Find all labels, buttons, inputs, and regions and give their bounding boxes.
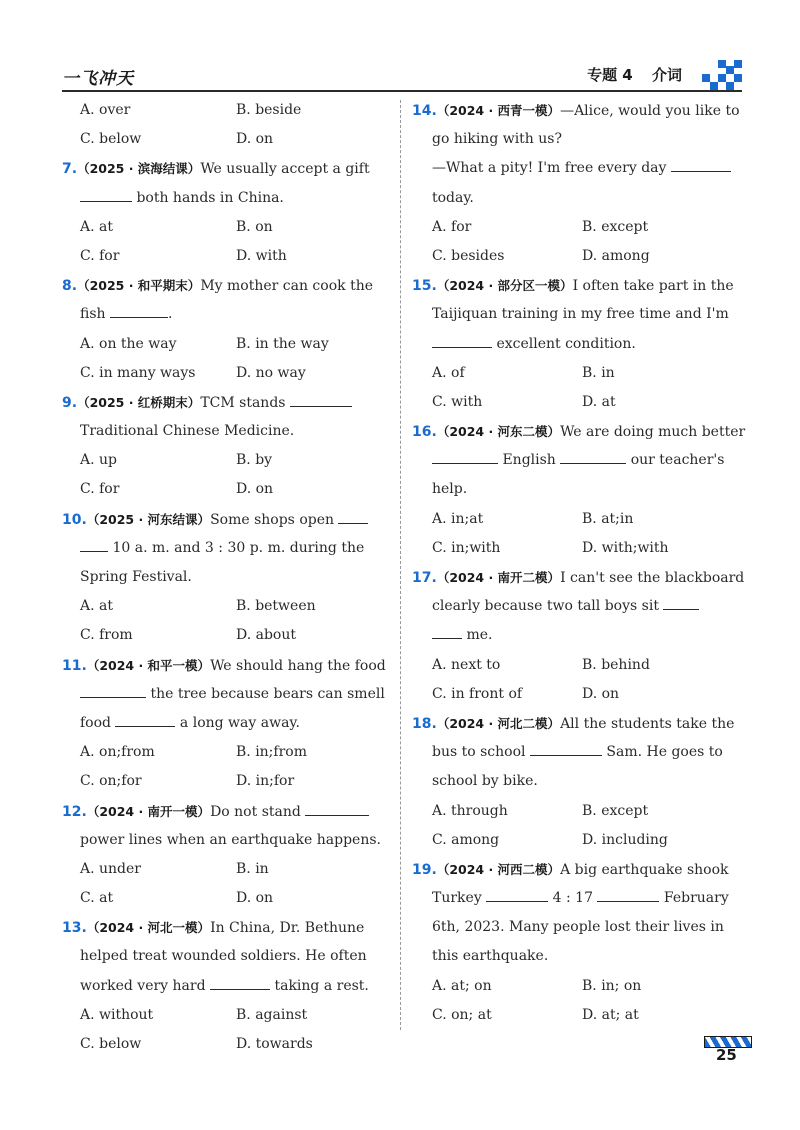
option-c[interactable]: C. at (80, 890, 114, 907)
question-text: All the students take the (560, 715, 735, 732)
option-a[interactable]: A. at (80, 218, 113, 235)
question-19 (412, 855, 740, 1030)
answer-blank[interactable] (80, 537, 108, 552)
page-number-badge (704, 1036, 750, 1066)
question-text: taking a rest. (274, 977, 369, 994)
option-a[interactable]: A. on;from (80, 744, 155, 761)
question-text: Sam. He goes to (606, 744, 723, 761)
question-number: 15. (412, 278, 437, 295)
answer-blank[interactable] (597, 887, 659, 902)
question-text: We usually accept a gift (200, 161, 370, 178)
checker-decoration-icon (702, 60, 742, 90)
question-number: 19. (412, 861, 437, 878)
answer-blank[interactable] (80, 187, 132, 202)
option-c[interactable]: C. besides (432, 247, 505, 264)
question-text: I can't see the blackboard (560, 570, 745, 586)
option-b[interactable]: B. except (582, 802, 649, 819)
question-number: 12. (62, 803, 87, 820)
answer-blank[interactable] (486, 887, 548, 902)
brand-logo: 一飞冲天 (62, 69, 134, 89)
question-text: . (168, 306, 173, 323)
option-c[interactable]: C. among (432, 831, 500, 848)
option-c[interactable]: C. for (80, 247, 120, 264)
question-source: （2024 · 西青一模） (436, 103, 561, 118)
question-source: （2025 · 和平期末） (77, 278, 201, 294)
question-source: （2024 · 和平一模） (86, 657, 211, 673)
q6-option-a[interactable]: A. over (80, 102, 131, 118)
question-text: fish (80, 306, 106, 323)
option-b[interactable]: B. between (236, 598, 316, 615)
option-c[interactable]: C. below (80, 1036, 142, 1052)
q6-option-c[interactable]: C. below (80, 131, 142, 148)
question-14 (412, 96, 740, 271)
question-text: 6th, 2023. Many people lost their lives in (432, 919, 724, 936)
q6-options-row2 (62, 125, 392, 154)
question-number: 7. (62, 161, 78, 178)
question-text: Taijiquan training in my free time and I'm (432, 306, 729, 323)
question-15 (412, 271, 740, 417)
answer-blank[interactable] (305, 801, 369, 816)
topic-number: 专题 4 (587, 66, 633, 84)
answer-blank[interactable] (80, 683, 146, 698)
question-text: Do not stand (210, 803, 301, 820)
question-number: 18. (412, 715, 437, 732)
option-a[interactable]: A. in;at (432, 510, 484, 527)
question-source: （2024 · 部分区一模） (436, 278, 573, 294)
option-d[interactable]: D. with;with (582, 539, 669, 556)
question-text: —Alice, would you like to (560, 103, 740, 119)
option-c[interactable]: C. on;for (80, 773, 142, 790)
option-d[interactable]: D. at; at (582, 1006, 639, 1023)
question-text: go hiking with us? (432, 131, 562, 148)
question-number: 16. (412, 424, 437, 441)
question-text: A big earthquake shook (560, 861, 729, 878)
option-a[interactable]: A. for (432, 218, 472, 235)
question-text: helped treat wounded soldiers. He often (80, 948, 367, 965)
question-16 (412, 417, 746, 563)
question-text: today. (432, 189, 474, 206)
answer-blank[interactable] (110, 303, 168, 318)
option-b[interactable]: B. against (236, 1006, 308, 1023)
option-d[interactable]: D. including (582, 831, 668, 848)
option-c[interactable]: C. with (432, 393, 483, 410)
topic-name: 介词 (651, 66, 682, 84)
option-a[interactable]: A. under (80, 860, 141, 877)
header-rule (62, 90, 742, 92)
question-text: English (502, 452, 556, 469)
right-column (412, 96, 746, 1030)
page-header (62, 58, 742, 94)
question-text: our teacher's (630, 452, 725, 469)
answer-blank[interactable] (115, 712, 175, 727)
option-b[interactable]: B. in (236, 860, 269, 877)
question-text: Traditional Chinese Medicine. (80, 423, 295, 440)
question-text: school by bike. (432, 773, 538, 790)
option-b[interactable]: B. except (582, 218, 649, 235)
option-b[interactable]: B. by (236, 452, 273, 469)
option-a[interactable]: A. at (80, 598, 113, 615)
question-text: food (80, 714, 112, 731)
column-divider (400, 100, 401, 1030)
question-13 (62, 913, 392, 1059)
answer-blank[interactable] (338, 509, 368, 524)
question-text: In China, Dr. Bethune (210, 920, 365, 937)
question-text: We are doing much better (560, 424, 746, 441)
question-text: a long way away. (179, 714, 300, 731)
q6-option-b[interactable]: B. beside (236, 102, 302, 118)
option-c[interactable]: C. in;with (432, 539, 501, 556)
question-text: I often take part in the (572, 278, 734, 295)
option-b[interactable]: B. in;from (236, 744, 307, 761)
question-number: 13. (62, 920, 87, 937)
question-text: clearly because two tall boys sit (432, 598, 659, 615)
question-source: （2024 · 河北一模） (86, 920, 211, 936)
question-text: excellent condition. (496, 335, 636, 352)
option-d[interactable]: D. on (236, 890, 274, 907)
option-d[interactable]: D. about (236, 627, 297, 644)
question-source: （2025 · 滨海结课） (77, 161, 201, 177)
option-d[interactable]: D. in;for (236, 773, 295, 790)
question-source: （2024 · 南开二模） (436, 570, 561, 585)
question-7 (62, 154, 392, 271)
answer-blank[interactable] (530, 741, 602, 756)
answer-blank[interactable] (432, 624, 462, 639)
option-a[interactable]: A. of (432, 364, 465, 381)
option-c[interactable]: C. in many ways (80, 364, 196, 381)
option-d[interactable]: D. no way (236, 364, 306, 381)
question-source: （2024 · 河东二模） (436, 424, 561, 440)
question-number: 11. (62, 657, 87, 674)
answer-blank[interactable] (560, 449, 626, 464)
question-text: bus to school (432, 744, 526, 761)
option-b[interactable]: B. at;in (582, 510, 634, 527)
question-text: worked very hard (80, 977, 206, 994)
question-source: （2025 · 红桥期末） (77, 394, 201, 410)
question-text: both hands in China. (136, 189, 284, 206)
question-text: 4 : 17 (552, 890, 593, 907)
question-number: 9. (62, 394, 78, 411)
option-c[interactable]: C. for (80, 481, 120, 498)
answer-blank[interactable] (671, 157, 731, 172)
answer-blank[interactable] (210, 975, 270, 990)
answer-blank[interactable] (290, 392, 352, 407)
question-text: Some shops open (210, 511, 335, 528)
question-text: February (663, 890, 729, 907)
question-source: （2024 · 南开一模） (86, 803, 211, 819)
question-source: （2024 · 河西二模） (436, 861, 561, 877)
option-d[interactable]: D. among (582, 247, 650, 264)
question-number: 8. (62, 278, 78, 295)
option-a[interactable]: A. through (432, 802, 508, 819)
option-c[interactable]: C. on; at (432, 1006, 492, 1023)
question-17 (412, 563, 745, 709)
question-text: My mother can cook the (200, 278, 373, 295)
question-10 (62, 505, 392, 651)
option-a[interactable]: A. at; on (432, 977, 492, 994)
topic-title (573, 64, 682, 85)
question-8 (62, 271, 392, 388)
option-a[interactable]: A. without (80, 1006, 154, 1023)
question-text: We should hang the food (210, 657, 386, 674)
question-number: 10. (62, 511, 87, 528)
question-12 (62, 797, 392, 914)
question-text: this earthquake. (432, 948, 549, 965)
option-d[interactable]: D. towards (236, 1036, 313, 1052)
question-text: power lines when an earthquake happens. (80, 831, 381, 848)
answer-blank[interactable] (432, 333, 492, 348)
answer-blank[interactable] (432, 449, 498, 464)
question-18 (412, 709, 740, 855)
answer-blank[interactable] (663, 595, 699, 610)
question-text: the tree because bears can smell (150, 685, 385, 702)
option-c[interactable]: C. in front of (432, 685, 523, 702)
option-a[interactable]: A. up (80, 452, 117, 469)
option-d[interactable]: D. on (582, 685, 620, 702)
question-text: 10 a. m. and 3 : 30 p. m. during the (112, 539, 365, 556)
option-b[interactable]: B. in (582, 364, 615, 381)
question-text: me. (466, 627, 493, 644)
question-text: Turkey (432, 890, 482, 907)
option-b[interactable]: B. in the way (236, 335, 329, 352)
question-source: （2024 · 河北二模） (436, 715, 561, 731)
option-c[interactable]: C. from (80, 627, 133, 644)
page-number: 25 (716, 1046, 737, 1064)
option-b[interactable]: B. in; on (582, 977, 642, 994)
q6-option-d[interactable]: D. on (236, 131, 274, 148)
q6-options-row1 (62, 96, 392, 125)
question-number: 17. (412, 570, 437, 586)
option-a[interactable]: A. next to (432, 656, 501, 673)
option-d[interactable]: D. on (236, 481, 274, 498)
question-text: —What a pity! I'm free every day (432, 160, 667, 177)
question-9 (62, 388, 392, 505)
question-text: TCM stands (200, 394, 286, 411)
option-a[interactable]: A. on the way (80, 335, 177, 352)
left-column (62, 96, 392, 1059)
question-11 (62, 651, 392, 797)
option-d[interactable]: D. at (582, 393, 616, 410)
option-b[interactable]: B. on (236, 218, 273, 235)
question-source: （2025 · 河东结课） (86, 511, 211, 527)
question-text: Spring Festival. (80, 569, 192, 585)
option-b[interactable]: B. behind (582, 656, 650, 673)
question-text: help. (432, 481, 468, 498)
option-d[interactable]: D. with (236, 247, 287, 264)
question-number: 14. (412, 103, 437, 119)
